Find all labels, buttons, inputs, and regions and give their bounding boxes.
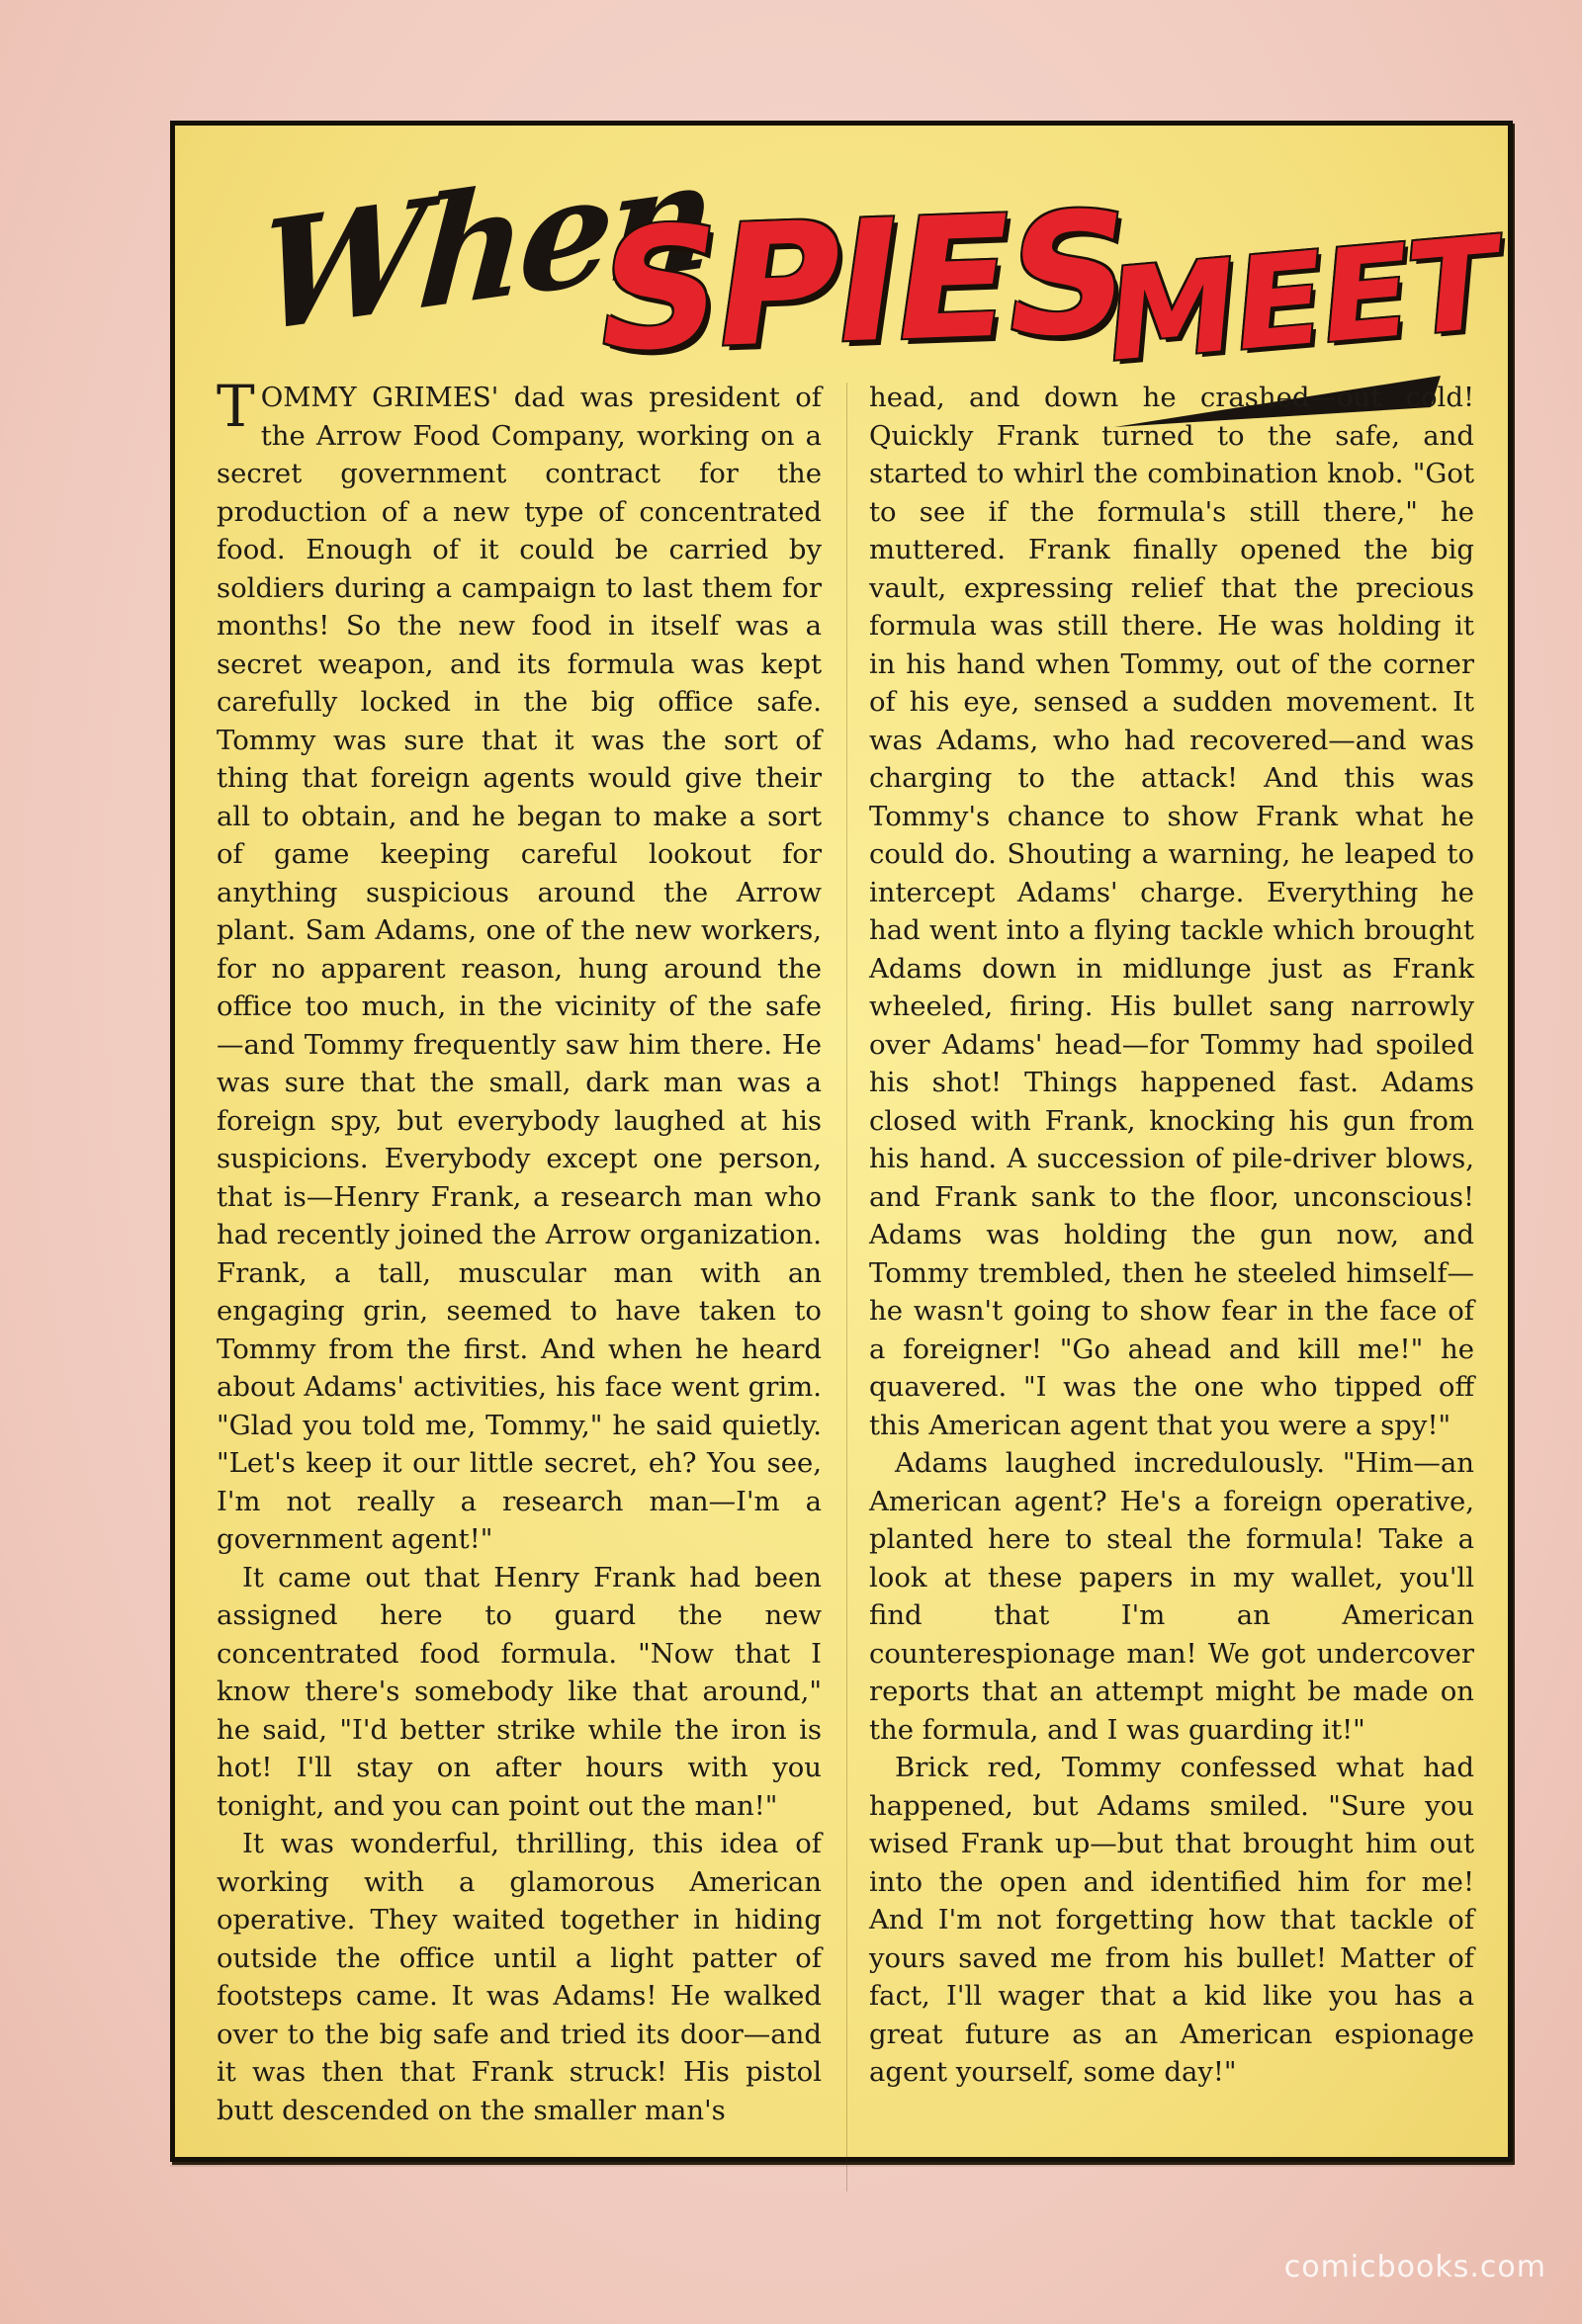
story-paragraph: Brick red, Tommy confessed what had happened, but Adams smiled. "Sure you wised Frank up—but that brought him out into the open and identified him for me! And I'm not forgetting how that tackle of yours saved me from his bullet! Matter of fact, I'll wager that a kid like you has a great future as an American espionage agent yourself, some day!" xyxy=(869,1752,1474,2088)
story-columns xyxy=(217,373,1474,2257)
page-bottom-line xyxy=(170,2165,1513,2167)
site-watermark: comicbooks.com xyxy=(1283,2250,1546,2284)
story-paragraph: Adams laughed incredulously. "Him—an American agent? He's a foreign operative, planted here to steal the formula! Take a look at these papers in my wallet, you'll find that I'm an American counterespionage man! We got undercover reports that an attempt might be made on the formula, and I was guarding it!" xyxy=(869,1447,1474,1746)
story-column-left xyxy=(217,373,822,2129)
title-spies: SPIES xyxy=(584,175,1139,390)
story-paragraph: It was wonderful, thrilling, this idea of working with a glamorous American operative. They waited together in hiding outside the office until a light patter of footsteps came. It was Adams! He walked over to the big safe and tried its door—and it was then that Frank struck! His pistol butt descended on the smaller man's xyxy=(217,1828,822,2126)
story-column-right xyxy=(869,379,1474,2092)
title-when: When xyxy=(254,126,716,367)
drop-cap: T xyxy=(217,373,255,440)
story-paragraph: It came out that Henry Frank had been assigned here to guard the new concentrated food formula. "Now that I know there's somebody like that around," he said, "I'd better strike while the iron is hot! I'll stay on after hours with you tonight, and you can point out the man!" xyxy=(217,1561,822,1822)
column-divider xyxy=(846,383,847,2192)
story-paragraph xyxy=(217,373,822,1559)
title-meet: MEET xyxy=(1100,208,1502,391)
text-story-panel xyxy=(170,121,1513,2162)
paragraph-text: OMMY GRIMES' dad was president of the Arrow Food Company, working on a secret government contract for the production of a new type of concentrated food. Enough of it could be carried by soldiers during a campaign to last them for months! So the new food in itself was a secret weapon, and its formula was kept carefully locked in the big office safe. Tommy was sure that it was the sort of thing that foreign agents would give their all to obtain, and he began to make a sort of game keeping careful lookout for anything suspicious around the Arrow plant. Sam Adams, one of the new workers, for no apparent reason, hung around the office too much, in the vicinity of the safe —and Tommy frequently saw him there. He was sure that the small, dark man was a foreign spy, but everybody laughed at his suspicions. Everybody except one person, that is—Henry Frank, a research man who had recently joined the Arrow organization. Frank, a tall, muscular man with an engaging grin, seemed to have taken to Tommy from the first. And when he heard about Adams' activities, his face went grim. "Glad you told me, Tommy," he said quietly. "Let's keep it our little secret, eh? You see, I'm not really a research man—I'm a government agent!" xyxy=(217,382,822,1555)
story-paragraph: head, and down he crashed—out cold! Quickly Frank turned to the safe, and started to whirl the combination knob. "Got to see if the formula's still there," he muttered. Frank finally opened the big vault, expressing relief that the precious formula was still there. He was holding it in his hand when Tommy, out of the corner of his eye, sensed a sudden movement. It was Adams, who had recovered—and was charging to the attack! And this was Tommy's chance to show Frank what he could do. Shouting a warning, he leaped to intercept Adams' charge. Everything he had went into a flying tackle which brought Adams down in midlunge just as Frank wheeled, firing. His bullet sang narrowly over Adams' head—for Tommy had spoiled his shot! Things happened fast. Adams closed with Frank, knocking his gun from his hand. A succession of pile-driver blows, and Frank sank to the floor, unconscious! Adams was holding the gun now, and Tommy trembled, then he steeled himself—he wasn't going to show fear in the face of a foreigner! "Go ahead and kill me!" he quavered. "I was the one who tipped off this American agent that you were a spy!" xyxy=(869,382,1474,1441)
